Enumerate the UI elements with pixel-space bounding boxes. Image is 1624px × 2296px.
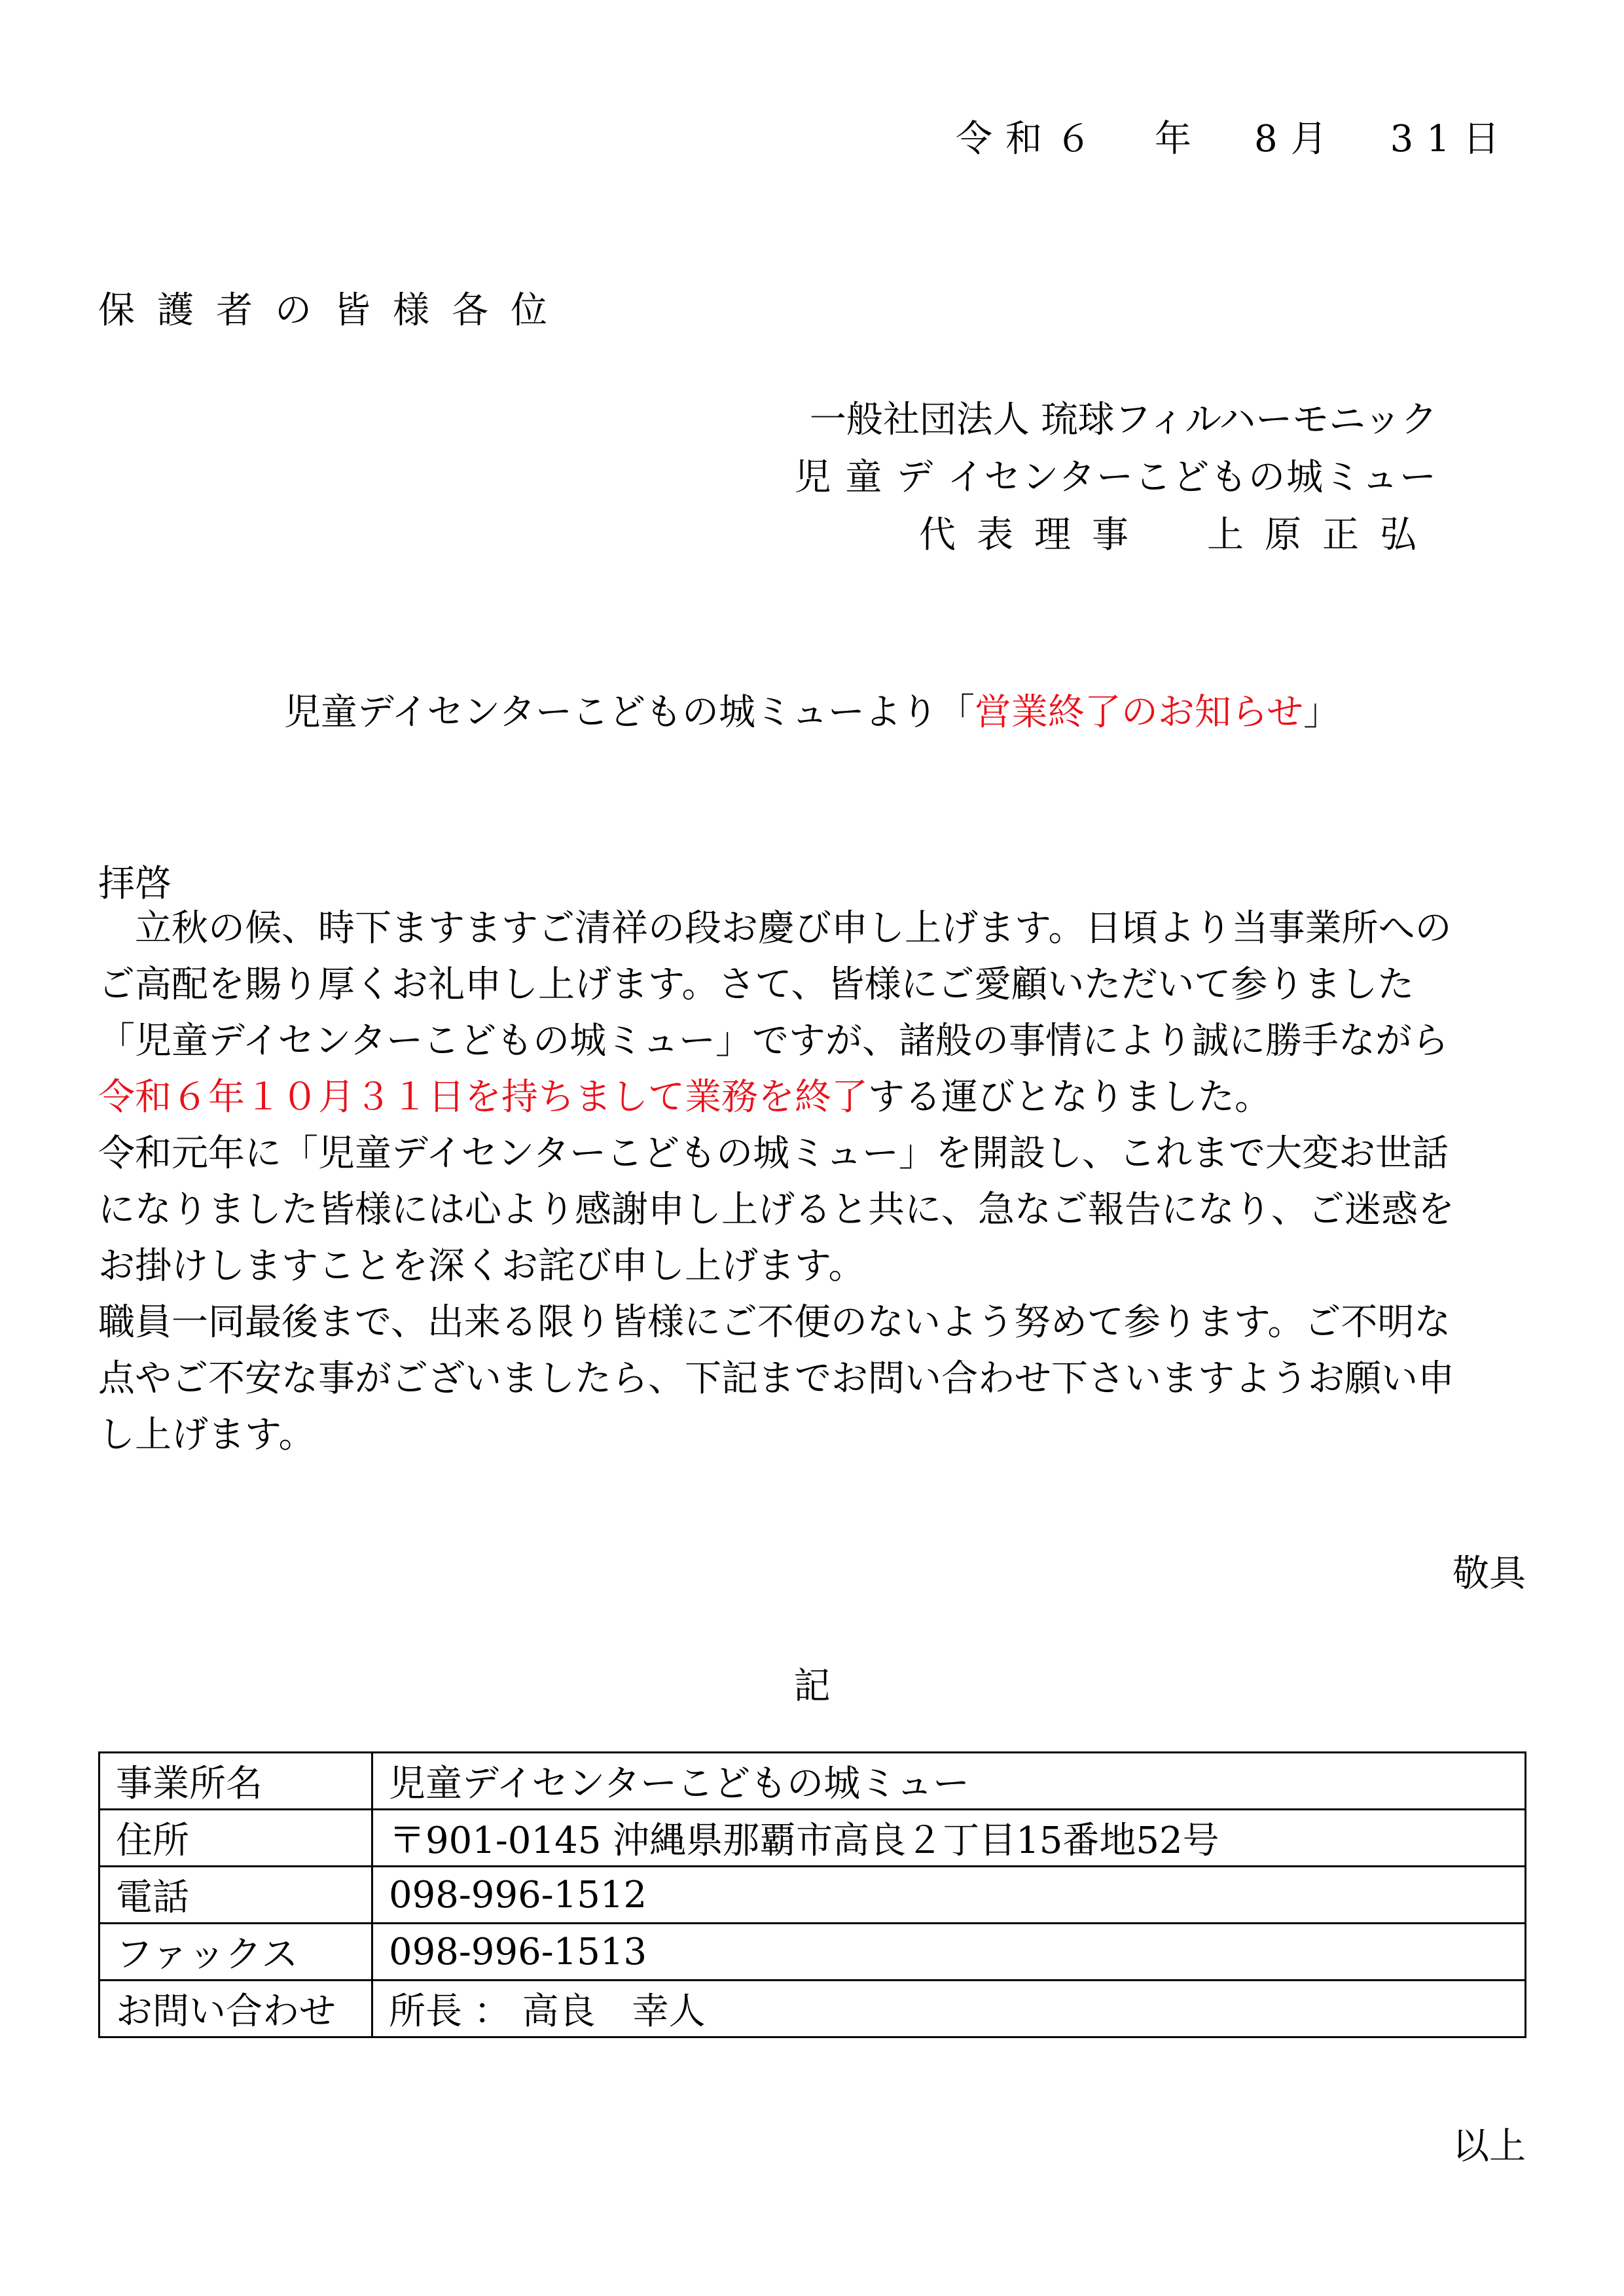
- document-date: 令和６ 年 8月 31日: [956, 118, 1513, 160]
- body-line: し上げます。: [98, 1414, 316, 1456]
- sender-organization: 一般社団法人 琉球フィルハーモニック: [809, 399, 1437, 441]
- table-row: [99, 1753, 1526, 1810]
- body-line: になりました皆様には心より感謝申し上げると共に、急なご報告になり、ご迷惑を: [98, 1189, 1454, 1231]
- row-label: ファックス: [99, 1924, 372, 1981]
- addressee: 保護者の皆様各位: [98, 289, 569, 332]
- body-line: 「児童デイセンターこどもの城ミュー」ですが、諸般の事情により誠に勝手ながら: [98, 1020, 1449, 1062]
- row-value: 所長 ： 高良 幸人: [372, 1981, 1526, 2037]
- opening-greeting: 拝啓: [98, 863, 171, 905]
- row-value: 児童デイセンターこどもの城ミュー: [372, 1753, 1526, 1810]
- sender-facility: 児 童 デ イセンターこどもの城ミュー: [794, 456, 1437, 499]
- closing-salutation: 敬具: [1453, 1552, 1526, 1595]
- table-row: [99, 1810, 1526, 1867]
- title-prefix: 児童デイセンターこどもの城ミューより「: [283, 691, 975, 734]
- body-line: 職員一同最後まで、出来る限り皆様にご不便のないよう努めて参ります。ご不明な: [98, 1301, 1451, 1344]
- notice-title: [0, 683, 1624, 736]
- body-line: 令和元年に「児童デイセンターこどもの城ミュー」を開設し、これまで大変お世話: [98, 1132, 1449, 1175]
- body-line: お掛けしますことを深くお詫び申し上げます。: [98, 1245, 865, 1287]
- body-line: 点やご不安な事がございましたら、下記までお問い合わせ下さいますようお願い申: [98, 1357, 1454, 1400]
- table-row: [99, 1981, 1526, 2037]
- end-mark: 以上: [1453, 2125, 1526, 2168]
- row-label: 事業所名: [99, 1753, 372, 1810]
- body-line: [98, 1069, 1525, 1126]
- sender-representative: 代表理事 上原正弘: [919, 514, 1437, 556]
- row-label: 電話: [99, 1867, 372, 1924]
- letter-body: [98, 901, 1525, 1463]
- body-line: ご高配を賜り厚くお礼申し上げます。さて、皆様にご愛顧いただいて参りました: [98, 963, 1415, 1006]
- body-line-rest: する運びとなりました。: [868, 1076, 1271, 1119]
- row-label: 住所: [99, 1810, 372, 1867]
- row-value: 098-996-1512: [372, 1867, 1526, 1924]
- row-value: 〒901-0145 沖縄県那覇市高良２丁目15番地52号: [372, 1810, 1526, 1867]
- closing-date-highlight: 令和６年１０月３１日を持ちまして業務を終了: [98, 1076, 868, 1119]
- row-value: 098-996-1513: [372, 1924, 1526, 1981]
- body-line: 立秋の候、時下ますますご清祥の段お慶び申し上げます。日頃より当事業所への: [98, 907, 1452, 950]
- title-highlight: 営業終了のお知らせ: [974, 691, 1304, 734]
- table-row: [99, 1924, 1526, 1981]
- row-label: お問い合わせ: [99, 1981, 372, 2037]
- info-table: [98, 1751, 1526, 2038]
- table-row: [99, 1867, 1526, 1924]
- title-suffix: 」: [1303, 691, 1341, 734]
- ki-heading: 記: [793, 1665, 831, 1708]
- sender-block: [795, 391, 1437, 564]
